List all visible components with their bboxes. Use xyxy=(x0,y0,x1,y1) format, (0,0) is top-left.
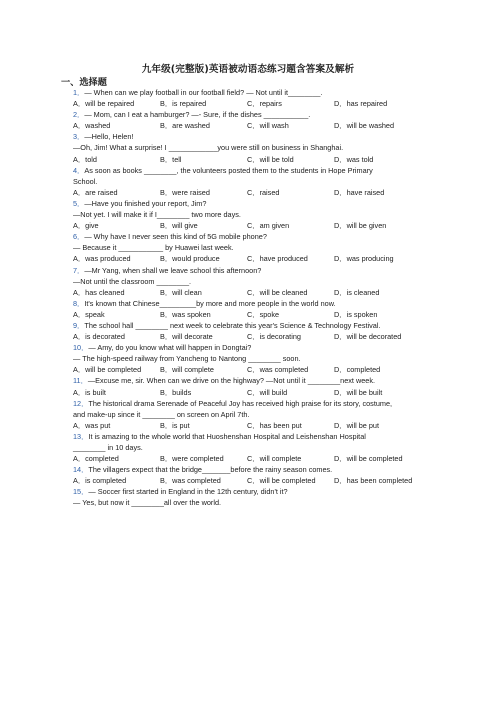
question-text: It's known that Chinese_________by more and more people in the world now. xyxy=(84,298,336,308)
option-a: A．is completed xyxy=(73,476,127,486)
option-a: A．will be completed xyxy=(73,365,142,375)
question-number: 9． xyxy=(73,320,85,330)
option-d: D．completed xyxy=(334,365,381,375)
question-text: — Because it ___________ by Huawei last week. xyxy=(73,243,234,253)
option-c: C．will wash xyxy=(247,121,289,131)
option-b: B．was spoken xyxy=(160,309,211,319)
question-text: — Mom, can I eat a hamburger? —- Sure, if the dishes ___________. xyxy=(84,110,311,120)
option-a: A．is built xyxy=(73,387,106,397)
question-text: School. xyxy=(73,176,98,186)
option-a: A．speak xyxy=(73,309,105,319)
question-number: 3． xyxy=(73,132,85,142)
question-number: 13． xyxy=(73,431,89,441)
question-text: As soon as books ________, the volunteers posted them to the students in Hope Primary xyxy=(84,165,373,175)
options-row xyxy=(73,154,425,165)
question-text: —Not yet. I will make it if I________ two more days. xyxy=(73,210,241,220)
question-text: — When can we play football in our football field? — Not until it________. xyxy=(84,88,323,97)
option-c: C．spoke xyxy=(247,309,280,319)
option-b: B．will clean xyxy=(160,287,202,297)
question-text: —Excuse me, sir. When can we drive on the highway? —Not until it ________next week. xyxy=(87,376,376,386)
question-number: 5． xyxy=(73,198,85,208)
question-stem-line xyxy=(73,431,425,442)
question-stem-line xyxy=(73,409,425,420)
question-stem-line xyxy=(73,353,425,364)
question-stem-line xyxy=(73,87,425,98)
option-d: D．has been completed xyxy=(334,476,413,486)
question-text: —Have you finished your report, Jim? xyxy=(84,198,207,208)
option-b: B．are washed xyxy=(160,121,210,131)
question-stem-line xyxy=(73,231,425,242)
question-number: 7． xyxy=(73,265,85,275)
document-title: 九年级(完整版)英语被动语态练习题含答案及解析 xyxy=(141,64,355,75)
option-d: D．will be put xyxy=(334,420,380,430)
question-text: — Soccer first started in England in the 12th century, didn't it? xyxy=(88,487,288,497)
options-row xyxy=(73,453,425,464)
option-c: C．will be cleaned xyxy=(247,287,308,297)
option-a: A．has cleaned xyxy=(73,287,125,297)
option-a: A．is decorated xyxy=(73,332,125,342)
question-text: — Amy, do you know what will happen in Dongtai? xyxy=(88,343,252,353)
question-text: ________ in 10 days. xyxy=(73,443,143,452)
option-b: B．will complete xyxy=(160,365,214,375)
option-b: B．will give xyxy=(160,221,198,231)
option-a: A．washed xyxy=(73,121,111,131)
question-stem-line xyxy=(73,398,425,409)
question-stem-line xyxy=(73,131,425,142)
option-d: D．was told xyxy=(334,154,374,164)
option-c: C．will build xyxy=(247,387,288,397)
option-c: C．will be completed xyxy=(247,476,316,486)
question-number: 12． xyxy=(73,398,89,408)
option-c: C．is decorating xyxy=(247,332,301,342)
option-a: A．told xyxy=(73,154,97,164)
option-a: A．will be repaired xyxy=(73,99,135,109)
question-stem-line xyxy=(73,342,425,353)
question-text: —Not until the classroom ________. xyxy=(73,276,192,286)
options-row xyxy=(73,253,425,264)
question-number: 6． xyxy=(73,232,85,242)
option-c: C．have produced xyxy=(247,254,308,264)
options-row xyxy=(73,287,425,298)
option-b: B．is put xyxy=(160,420,190,430)
question-stem-line xyxy=(73,442,425,453)
question-text: The historical drama Serenade of Peaceful Joy has received high praise for its story, costume, xyxy=(88,398,393,408)
question-stem-line xyxy=(73,209,425,220)
option-b: B．were completed xyxy=(160,454,224,464)
question-number: 2． xyxy=(73,110,85,120)
question-text: —Oh, Jim! What a surprise! I ____________you were still on business in Shanghai. xyxy=(73,143,344,153)
option-a: A．was produced xyxy=(73,254,131,264)
options-row xyxy=(73,309,425,320)
question-stem-line xyxy=(73,497,425,508)
option-d: D．will be washed xyxy=(334,121,395,131)
option-c: C．raised xyxy=(247,187,280,197)
question-number: 14． xyxy=(73,465,89,475)
options-row xyxy=(73,420,425,431)
options-row xyxy=(73,220,425,231)
options-row xyxy=(73,364,425,375)
options-row xyxy=(73,475,425,486)
option-c: C．was completed xyxy=(247,365,309,375)
option-a: A．was put xyxy=(73,420,111,430)
option-d: D．is cleaned xyxy=(334,287,380,297)
question-number: 10． xyxy=(73,343,89,353)
question-stem-line xyxy=(73,276,425,287)
options-row xyxy=(73,120,425,131)
option-b: B．was completed xyxy=(160,476,221,486)
option-c: C．has been put xyxy=(247,420,302,430)
options-row xyxy=(73,187,425,198)
question-number: 1． xyxy=(73,88,85,97)
question-number: 15． xyxy=(73,487,89,497)
option-d: D．will be given xyxy=(334,221,387,231)
option-d: D．is spoken xyxy=(334,309,378,319)
option-b: B．would produce xyxy=(160,254,220,264)
section-heading: 一、选择题 xyxy=(61,77,107,88)
question-stem-line xyxy=(73,298,425,309)
question-text: The school hall ________ next week to celebrate this year's Science & Technology Festival. xyxy=(84,320,381,330)
question-text: The villagers expect that the bridge_______before the rainy season comes. xyxy=(88,465,333,475)
question-stem-line xyxy=(73,464,425,475)
option-d: D．has repaired xyxy=(334,99,388,109)
question-text: —Mr Yang, when shall we leave school this afternoon? xyxy=(84,265,262,275)
question-stem-line xyxy=(73,486,425,497)
options-row xyxy=(73,98,425,109)
question-text: —Hello, Helen! xyxy=(84,132,134,142)
option-d: D．have raised xyxy=(334,187,385,197)
option-a: A．are raised xyxy=(73,187,118,197)
option-c: C．am given xyxy=(247,221,290,231)
question-stem-line xyxy=(73,198,425,209)
option-b: B．is repaired xyxy=(160,99,207,109)
question-text: and make-up since it ________ on screen on April 7th. xyxy=(73,409,250,419)
question-list xyxy=(73,87,425,509)
question-number: 4． xyxy=(73,165,85,175)
option-b: B．will decorate xyxy=(160,332,213,342)
option-d: D．will be decorated xyxy=(334,332,402,342)
question-stem-line xyxy=(73,176,425,187)
question-stem-line xyxy=(73,109,425,120)
options-row xyxy=(73,387,425,398)
question-text: It is amazing to the whole world that Huoshenshan Hospital and Leishenshan Hospital xyxy=(88,431,366,441)
option-c: C．repairs xyxy=(247,99,282,109)
question-text: — Why have I never seen this kind of 5G mobile phone? xyxy=(84,232,267,242)
question-number: 11． xyxy=(73,376,88,386)
option-a: A．give xyxy=(73,221,99,231)
option-d: D．was producing xyxy=(334,254,394,264)
option-d: D．will be completed xyxy=(334,454,403,464)
question-stem-line xyxy=(73,320,425,331)
option-b: B．builds xyxy=(160,387,192,397)
question-text: — Yes, but now it ________all over the world. xyxy=(73,498,222,508)
question-text: — The high-speed railway from Yancheng to Nantong ________ soon. xyxy=(73,354,301,364)
option-b: B．tell xyxy=(160,154,182,164)
question-stem-line xyxy=(73,165,425,176)
option-b: B．were raised xyxy=(160,187,210,197)
question-stem-line xyxy=(73,142,425,153)
option-a: A．completed xyxy=(73,454,119,464)
question-number: 8． xyxy=(73,298,85,308)
options-row xyxy=(73,331,425,342)
option-d: D．will be built xyxy=(334,387,383,397)
question-stem-line xyxy=(73,265,425,276)
option-c: C．will be told xyxy=(247,154,294,164)
option-c: C．will complete xyxy=(247,454,302,464)
question-stem-line xyxy=(73,375,425,386)
question-stem-line xyxy=(73,242,425,253)
